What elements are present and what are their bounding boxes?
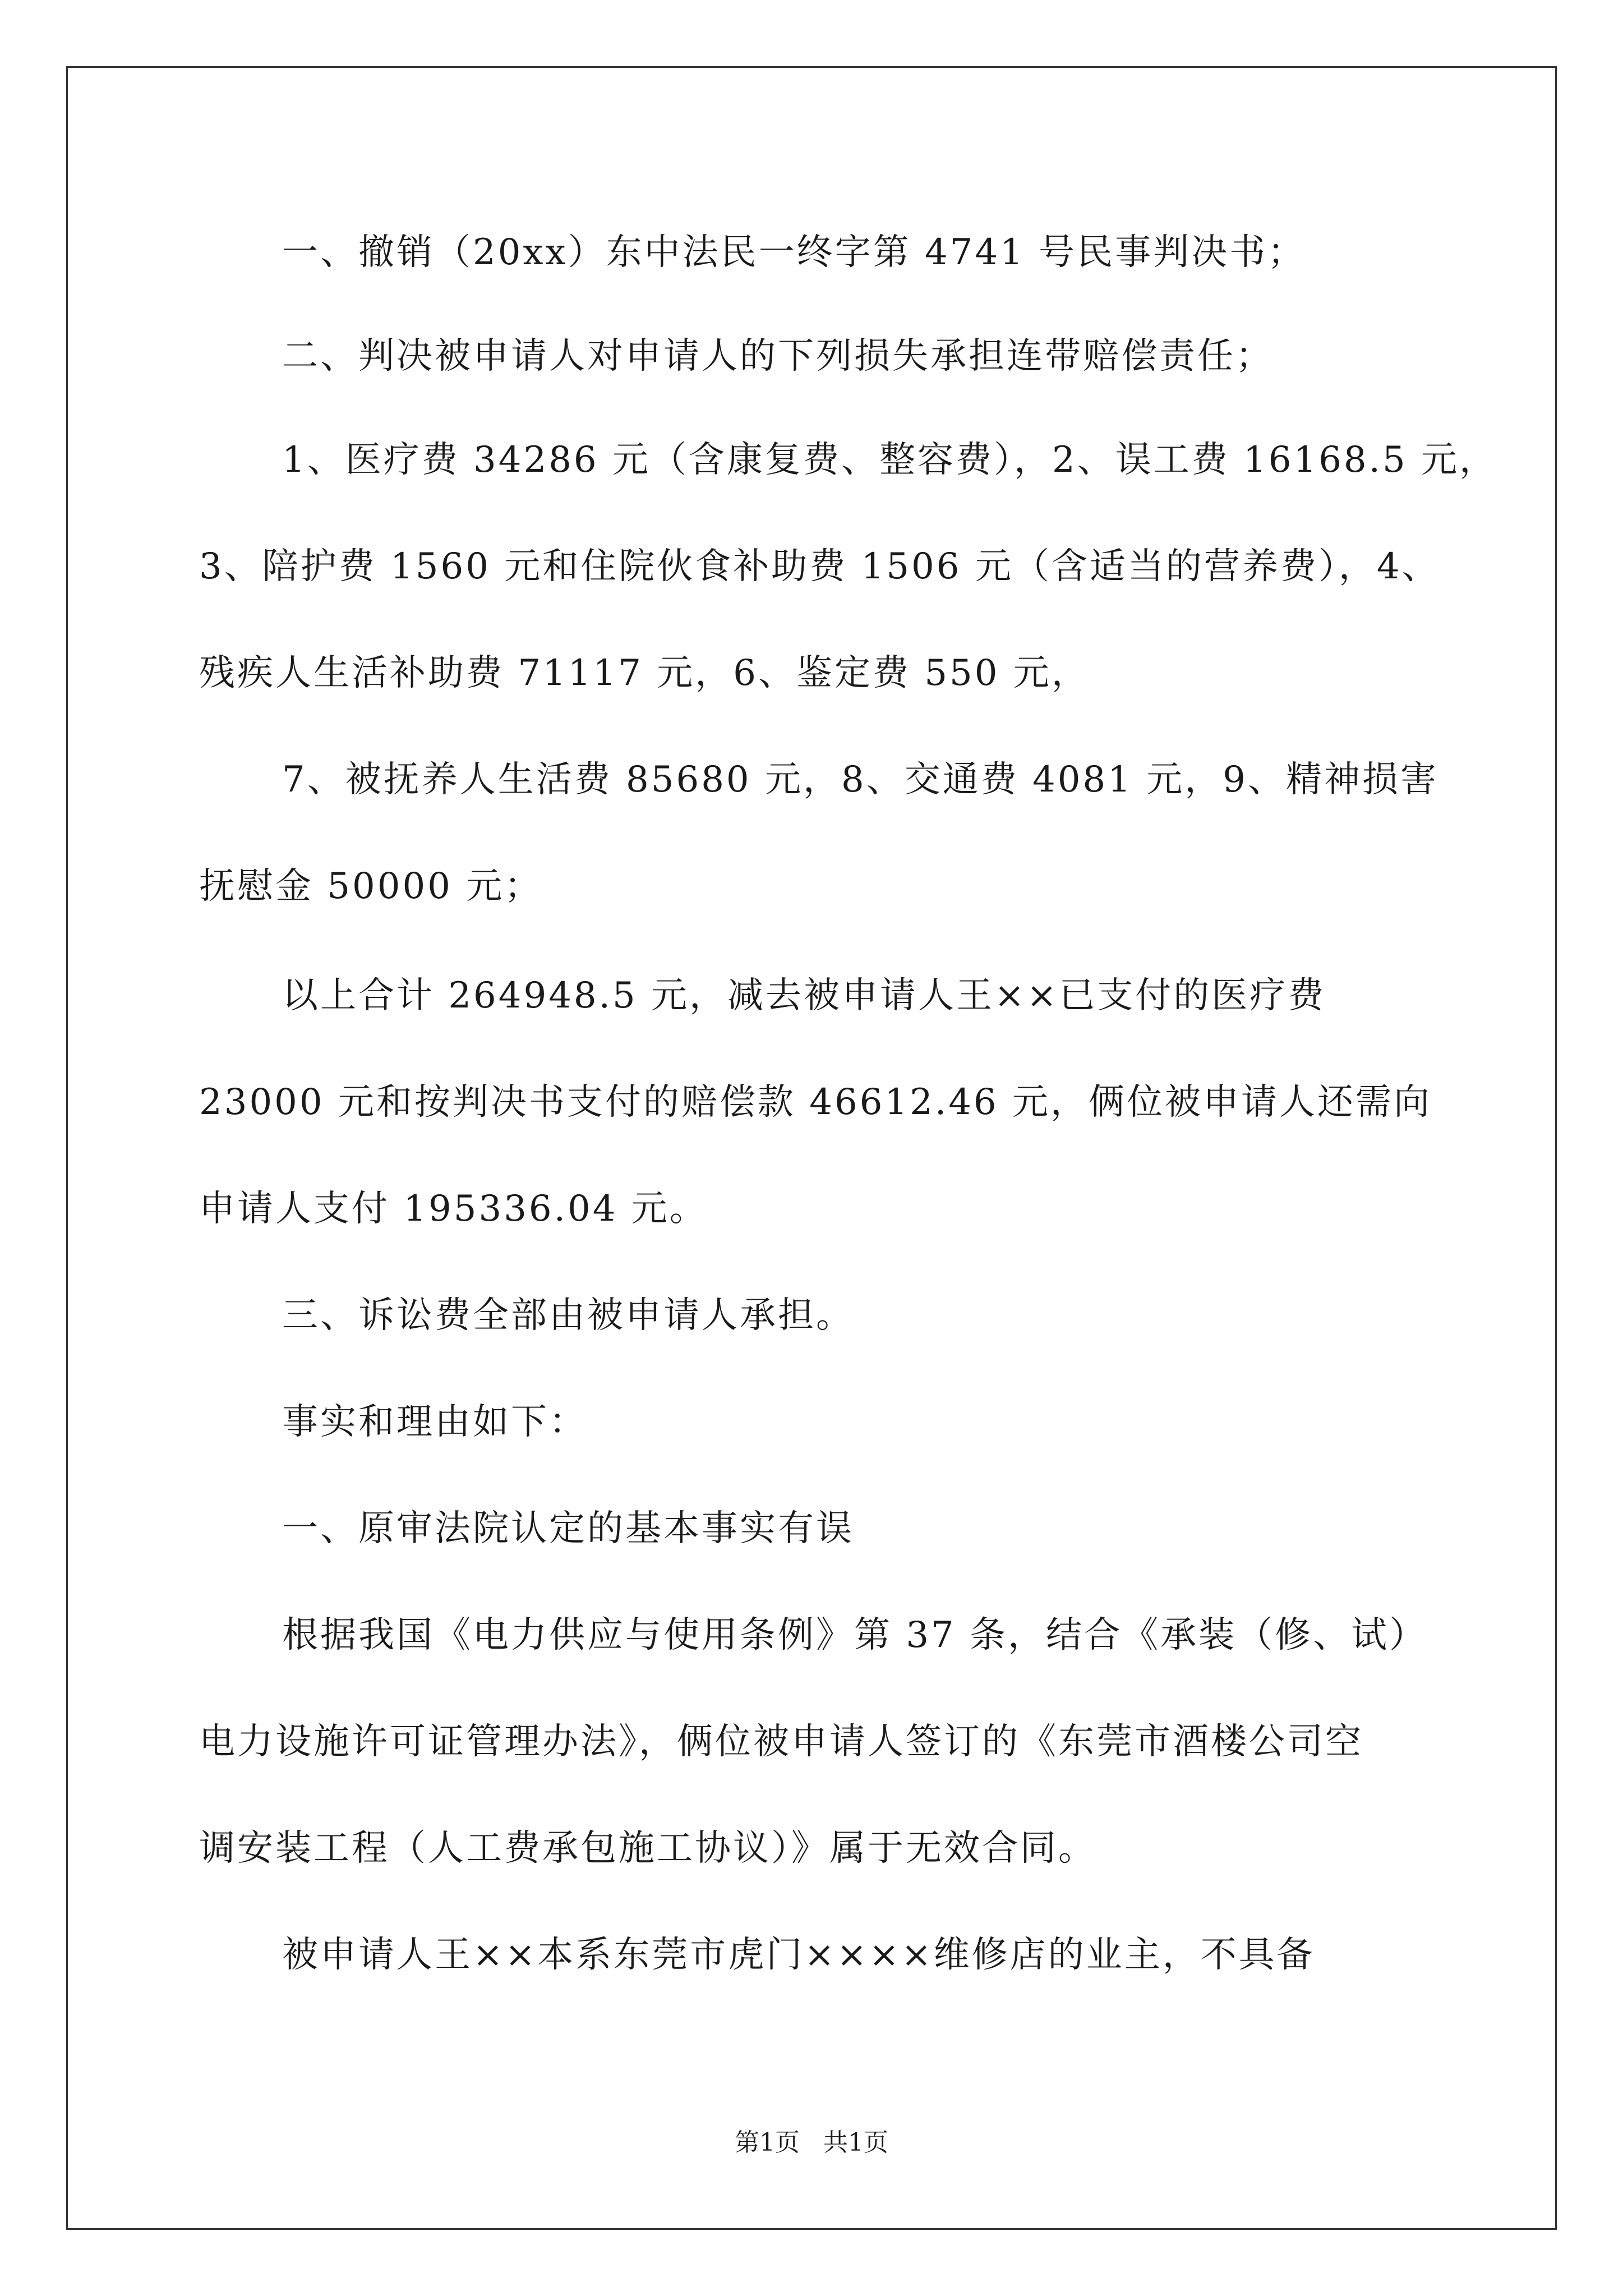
paragraph-line: 三、诉讼费全部由被申请人承担。 [282, 1295, 854, 1336]
paragraph-line: 被申请人王××本系东莞市虎门××××维修店的业主，不具备 [282, 1934, 1315, 1976]
page-number-footer: 第1页 共1页 [735, 2128, 888, 2157]
paragraph-line: 抚慰金 50000 元； [199, 866, 543, 907]
paragraph-line: 二、判决被申请人对申请人的下列损失承担连带赔偿责任； [282, 335, 1274, 377]
paragraph-line: 一、撤销（20xx）东中法民一终字第 4741 号民事判决书； [282, 232, 1306, 273]
paragraph-line: 一、原审法院认定的基本事实有误 [282, 1508, 854, 1549]
paragraph-line: 事实和理由如下： [282, 1401, 587, 1443]
paragraph-line: 以上合计 264948.5 元，减去被申请人王××已支付的医疗费 [282, 975, 1326, 1016]
paragraph-line: 申请人支付 195336.04 元。 [199, 1188, 708, 1230]
paragraph-line: 调安装工程（人工费承包施工协议）》属于无效合同。 [199, 1828, 1096, 1869]
paragraph-line: 1、医疗费 34286 元（含康复费、整容费），2、误工费 16168.5 元， [282, 439, 1498, 481]
paragraph-line: 残疾人生活补助费 71117 元，6、鉴定费 550 元， [199, 652, 1090, 694]
paragraph-line: 7、被抚养人生活费 85680 元，8、交通费 4081 元，9、精神损害 [282, 759, 1438, 800]
paragraph-line: 3、陪护费 1560 元和住院伙食补助费 1506 元（含适当的营养费），4、 [199, 546, 1440, 587]
page-border [66, 66, 1557, 2230]
paragraph-line: 电力设施许可证管理办法》，俩位被申请人签订的《东莞市酒楼公司空 [199, 1721, 1363, 1763]
paragraph-line: 23000 元和按判决书支付的赔偿款 46612.46 元，俩位被申请人还需向 [199, 1082, 1432, 1123]
paragraph-line: 根据我国《电力供应与使用条例》第 37 条，结合《承装（修、试） [282, 1614, 1428, 1656]
